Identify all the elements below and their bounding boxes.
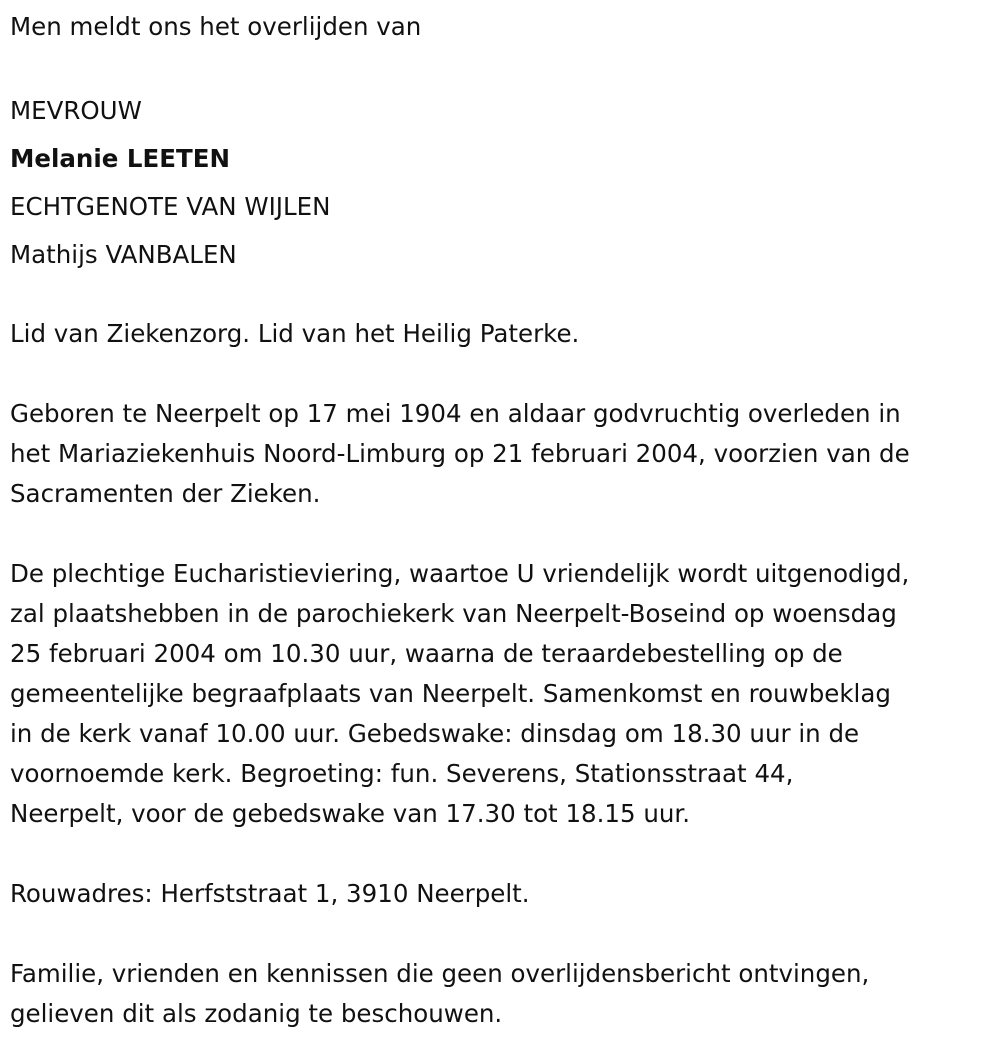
spacer: [10, 354, 990, 394]
closing-paragraph: [10, 954, 990, 1034]
paragraph-line: Neerpelt, voor de gebedswake van 17.30 tot 18.15 uur.: [10, 799, 691, 828]
spacer: [10, 514, 990, 554]
paragraph-line: Familie, vrienden en kennissen die geen overlijdensbericht ontvingen,: [10, 959, 870, 988]
paragraph-line: gemeentelijke begraafplaats van Neerpelt. Samenkomst en rouwbeklag: [10, 679, 891, 708]
paragraph-line: 25 februari 2004 om 10.30 uur, waarna de teraardebestelling op de: [10, 639, 843, 668]
paragraph-line: in de kerk vanaf 10.00 uur. Gebedswake: dinsdag om 18.30 uur in de: [10, 719, 860, 748]
spouse-name: Mathijs VANBALEN: [10, 240, 237, 269]
paragraph-line: De plechtige Eucharistieviering, waartoe U vriendelijk wordt uitgenodigd,: [10, 559, 910, 588]
memberships-text: Lid van Ziekenzorg. Lid van het Heilig Paterke.: [10, 319, 580, 348]
paragraph-line: het Mariaziekenhuis Noord-Limburg op 21 februari 2004, voorzien van de: [10, 439, 910, 468]
spacer: [10, 279, 990, 314]
paragraph-line: voornoemde kerk. Begroeting: fun. Severens, Stationsstraat 44,: [10, 759, 794, 788]
paragraph-line: zal plaatshebben in de parochiekerk van Neerpelt-Boseind op woensdag: [10, 599, 897, 628]
intro-text: Men meldt ons het overlijden van: [10, 12, 422, 41]
spacer: [10, 834, 990, 874]
spacer: [10, 47, 990, 87]
ceremony-paragraph: [10, 554, 990, 834]
birth-death-paragraph: [10, 394, 990, 514]
address-text: Rouwadres: Herfststraat 1, 3910 Neerpelt.: [10, 879, 530, 908]
paragraph-line: Geboren te Neerpelt op 17 mei 1904 en aldaar godvruchtig overleden in: [10, 399, 901, 428]
paragraph-line: Sacramenten der Zieken.: [10, 479, 321, 508]
deceased-name: Melanie LEETEN: [10, 144, 230, 173]
paragraph-line: gelieven dit als zodanig te beschouwen.: [10, 999, 503, 1028]
spouse-label: ECHTGENOTE VAN WIJLEN: [10, 192, 331, 221]
spacer: [10, 914, 990, 954]
salutation: MEVROUW: [10, 96, 142, 125]
